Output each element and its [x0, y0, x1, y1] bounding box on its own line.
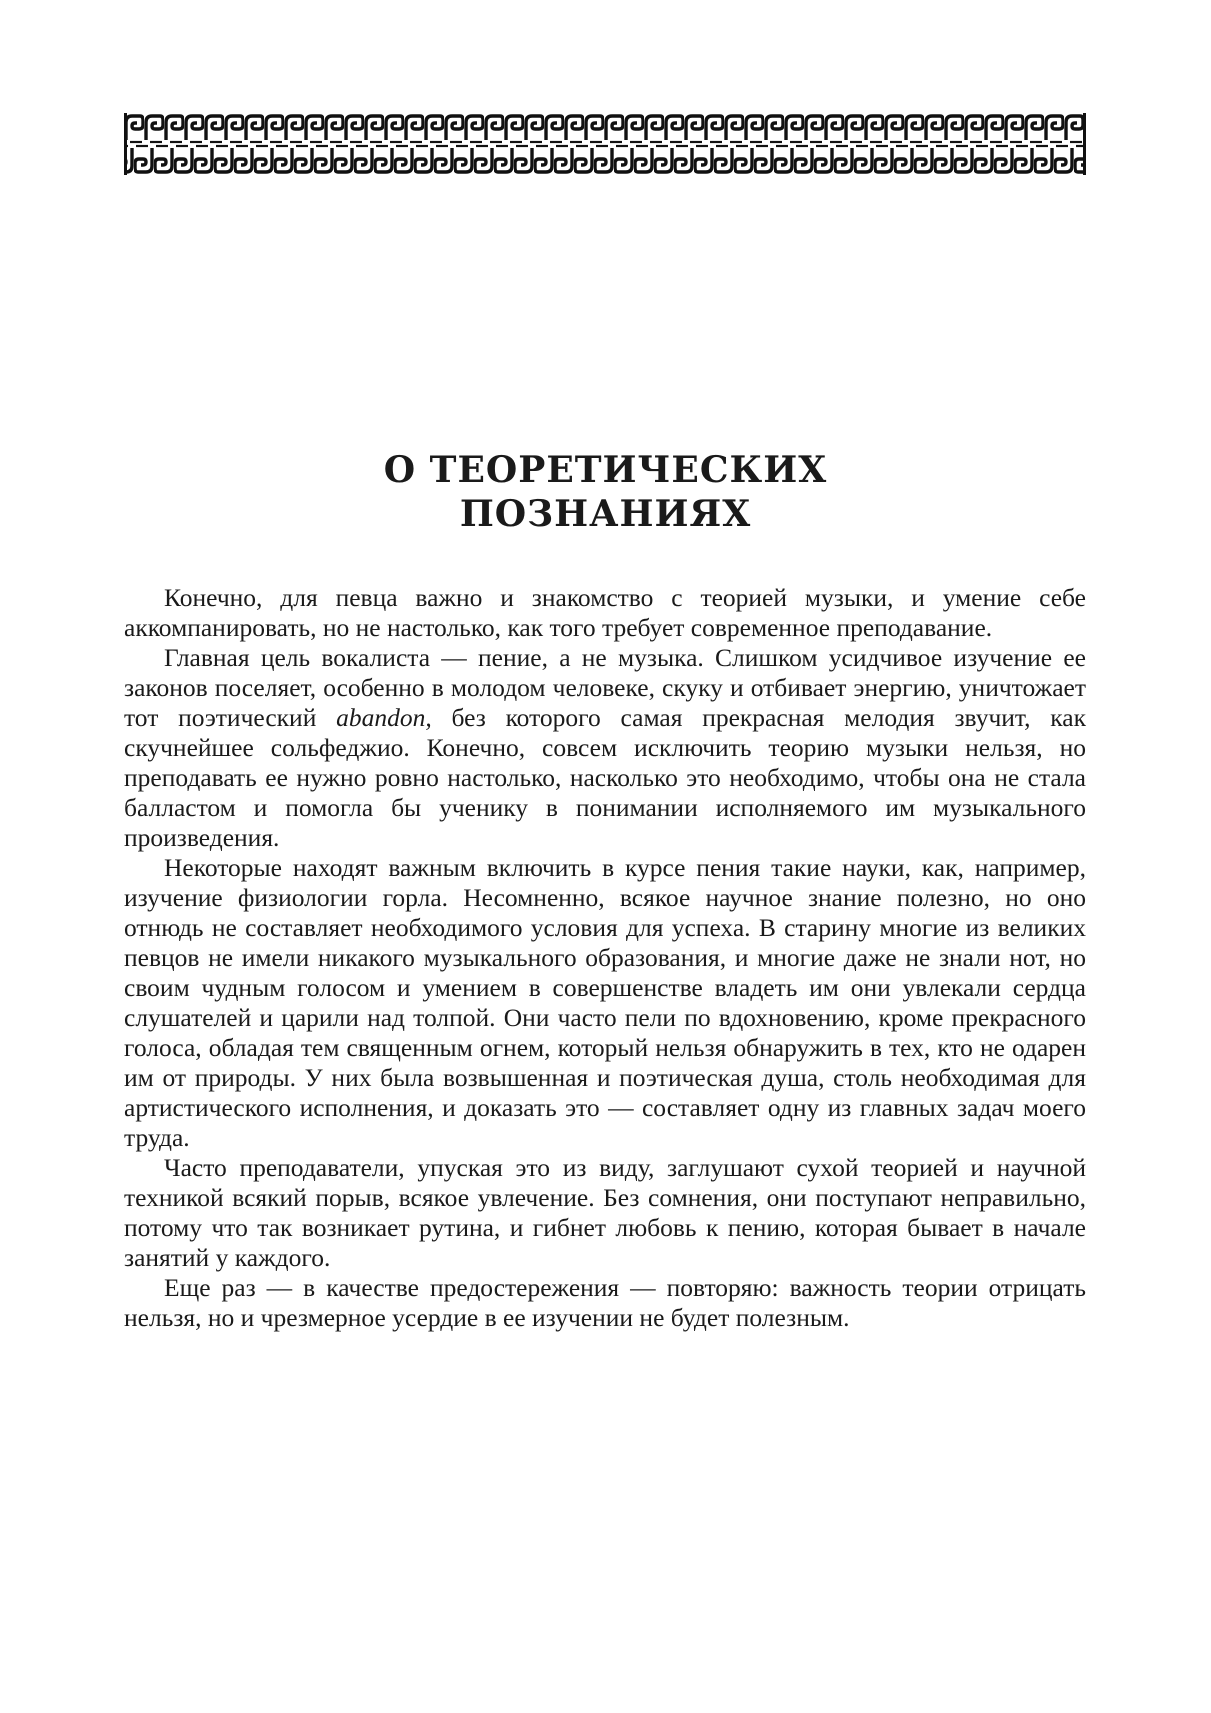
paragraph-3: Некоторые находят важным включить в курсе пения такие науки, как, например, изучение физиологии горла. Несомненно, всякое научное знание полезно, но оно отнюдь не составляет необходимого условия для успеха. В старину многие из великих певцов не имели никакого музыкального образования, и многие даже не знали нот, но своим чудным голосом и умением в совершенстве владеть им они увлекали сердца слушателей и царили над толпой. Они часто пели по вдохновению, кроме прекрасного голоса, обладая тем священным огнем, который нельзя обнаружить в тех, кто не одарен им от природы. У них была возвышенная и поэтическая душа, столь необходимая для артистического исполнения, и доказать это — составляет одну из главных задач моего труда. — [124, 853, 1086, 1152]
paragraph-2-part-2: без которого самая прекрасная мелодия звучит, как скучнейшее сольфеджио. Конечно, совсем исключить теорию музыки нельзя, но преподавать ее нужно ровно настолько, насколько это необходимо, чтобы она не стала балластом и помогла бы ученику в понимании исполняемого им музыкального произведения. — [124, 703, 1086, 852]
chapter-title-line-2: ПОЗНАНИЯХ — [459, 493, 752, 535]
paragraph-2 — [124, 643, 1086, 853]
paragraph-1: Конечно, для певца важно и знакомство с теорией музыки, и умение себе аккомпанировать, но не настолько, как того требует современное преподавание. — [124, 583, 1086, 642]
paragraph-2-part-1: Главная цель вокалиста — пение, а не музыка. Слишком усидчивое изучение ее законов поселяет, особенно в молодом человеке, скуку и отбивает энергию, уничтожает тот поэтический — [124, 643, 1086, 732]
chapter-title-line-1: О ТЕОРЕТИЧЕСКИХ — [383, 449, 828, 491]
chapter-title — [0, 448, 1211, 536]
paragraph-4: Часто преподаватели, упуская это из виду, заглушают сухой теорией и научной техникой всякий порыв, всякое увлечение. Без сомнения, они поступают неправильно, потому что так возникает рутина, и гибнет любовь к пению, которая бывает в начале занятий у каждого. — [124, 1153, 1086, 1272]
meander-ornament-border — [124, 113, 1086, 175]
chapter-body — [124, 583, 1086, 1333]
paragraph-2-italic-term: abandon, — [336, 703, 432, 732]
paragraph-5: Еще раз — в качестве предостережения — повторяю: важность теории отрицать нельзя, но и чрезмерное усердие в ее изучении не будет полезным. — [124, 1273, 1086, 1332]
